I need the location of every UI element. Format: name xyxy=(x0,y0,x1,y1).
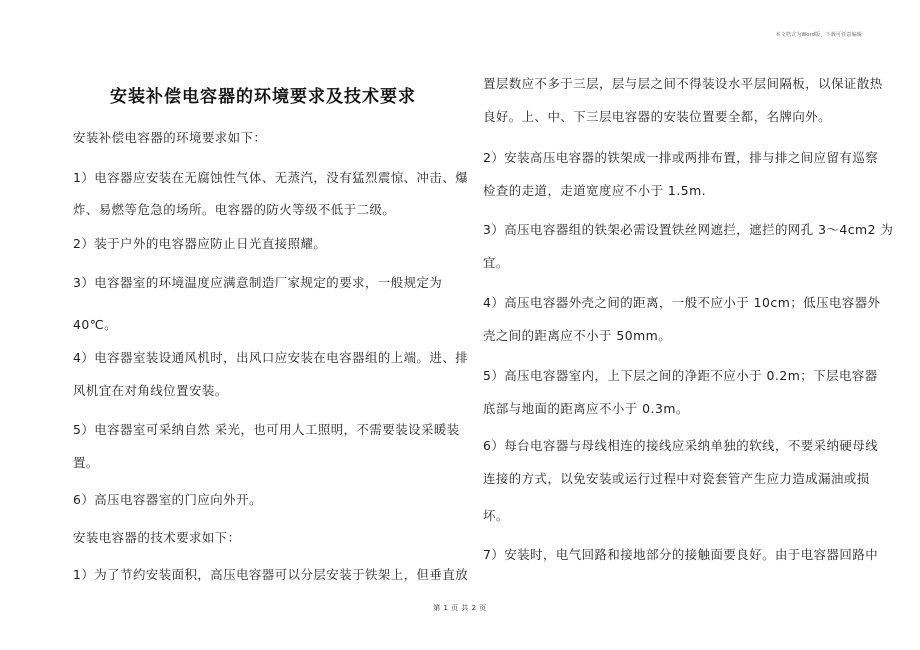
text-line: 连接的方式，以免安装或运行过程中对瓷套管产生应力造成漏油或损 xyxy=(483,471,870,486)
text-line: 7）安装时，电气回路和接地部分的接触面要良好。由于电容器回路中 xyxy=(483,547,879,562)
text-line: 置。 xyxy=(73,455,99,470)
text-line: 6）每台电容器与母线相连的接线应采纳单独的软线，不要采纳硬母线 xyxy=(483,438,879,453)
text-line: 6）高压电容器室的门应向外开。 xyxy=(73,492,262,507)
text-line: 检查的走道，走道宽度应不小于 1.5m. xyxy=(483,183,707,198)
text-line: 5）高压电容器室内，上下层之间的净距不应小于 0.2m；下层电容器 xyxy=(483,368,878,383)
text-line: 3）高压电容器组的铁架必需设置铁丝网遮拦，遮拦的网孔 3～4cm2 为 xyxy=(483,222,894,237)
text-line: 良好。上、中、下三层电容器的安装位置要全都，名牌向外。 xyxy=(483,109,832,124)
text-line: 置层数应不多于三层，层与层之间不得装设水平层间隔板，以保证散热 xyxy=(483,76,883,91)
text-line: 风机宜在对角线位置安装。 xyxy=(73,383,228,398)
text-line: 4）电容器室装设通风机时，出风口应安装在电容器组的上端。进、排 xyxy=(73,350,469,365)
text-line: 4）高压电容器外壳之间的距离，一般不应小于 10cm；低压电容器外 xyxy=(483,295,881,310)
text-line: 底部与地面的距离应不小于 0.3m。 xyxy=(483,401,689,416)
text-line: 3）电容器室的环境温度应满意制造厂家规定的要求，一般规定为 xyxy=(73,275,443,290)
text-line: 安装补偿电容器的环境要求如下： xyxy=(73,130,267,145)
text-line: 1）为了节约安装面积，高压电容器可以分层安装于铁架上，但垂直放 xyxy=(73,567,469,582)
text-line: 2）安装高压电容器的铁架成一排或两排布置，排与排之间应留有巡察 xyxy=(483,150,879,165)
page-footer: 第 1 页 共 2 页 xyxy=(433,604,487,612)
text-line: 壳之间的距离应不小于 50mm。 xyxy=(483,328,672,343)
text-line: 安装电容器的技术要求如下： xyxy=(73,530,241,545)
text-line: 坏。 xyxy=(483,508,509,523)
text-line: 1）电容器应安装在无腐蚀性气体、无蒸汽，没有猛烈震惊、冲击、爆 xyxy=(73,170,469,185)
text-line: 5）电容器室可采纳自然 采光，也可用人工照明，不需要装设采暖装 xyxy=(73,422,460,437)
text-line: 宜。 xyxy=(483,255,509,270)
text-line: 40℃。 xyxy=(73,317,118,332)
text-line: 炸、易燃等危急的场所。电容器的防火等级不低于二级。 xyxy=(73,202,396,217)
text-line: 2）装于户外的电容器应防止日光直接照耀。 xyxy=(73,236,327,251)
page-title: 安装补偿电容器的环境要求及技术要求 xyxy=(110,87,416,107)
header-note: 本文档式为Word版，下载可任意编辑 xyxy=(775,32,862,38)
